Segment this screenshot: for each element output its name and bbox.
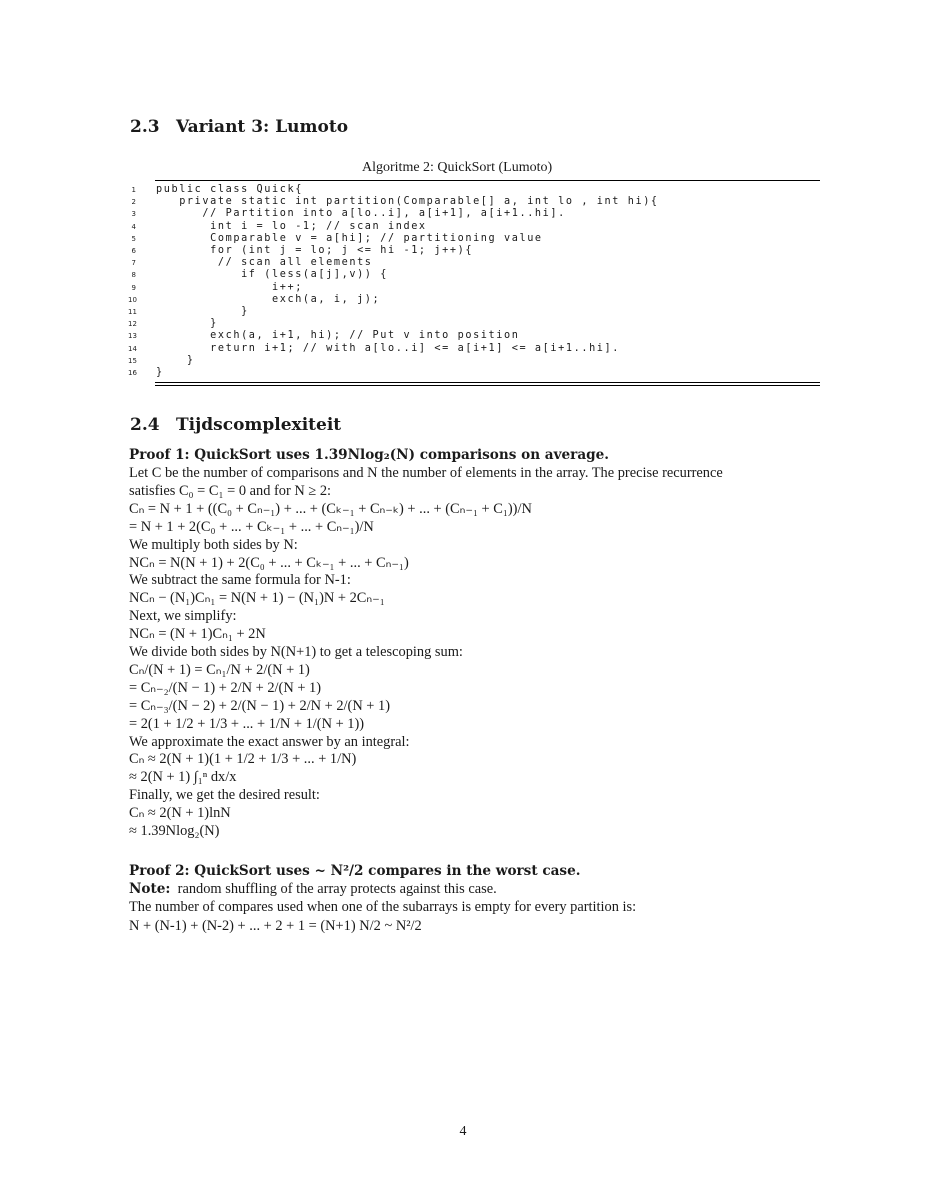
proof1-line: We multiply both sides by N: (129, 536, 298, 553)
proof1-line: Cₙ = N + 1 + ((C₀ + Cₙ₋₁) + ... + (Cₖ₋₁ + Cₙ₋ₖ) + ... + (Cₙ₋₁ + C₁))/N (129, 500, 532, 517)
note-text: random shuffling of the array protects against this case. (177, 881, 497, 897)
line-number: 14 (128, 344, 137, 353)
proof2-note (129, 880, 497, 898)
code-line: for (int j = lo; j <= hi -1; j++){ (156, 245, 474, 256)
proof1-line: = N + 1 + 2(C₀ + ... + Cₖ₋₁ + ... + Cₙ₋₁)/N (129, 518, 374, 535)
line-number: 10 (128, 295, 137, 304)
proof1-line: = Cₙ₋₃/(N − 2) + 2/(N − 1) + 2/N + 2/(N + 1) (129, 697, 391, 714)
proof2-heading: Proof 2: QuickSort uses ~ N²/2 compares in the worst case. (129, 863, 581, 879)
proof1-heading: Proof 1: QuickSort uses 1.39Nlog₂(N) comparisons on average. (129, 447, 610, 463)
algorithm-caption: Algoritme 2: QuickSort (Lumoto) (362, 160, 553, 175)
line-number: 5 (131, 234, 136, 243)
section-heading-2-3 (130, 117, 348, 137)
algorithm-bottom-rule-2 (155, 385, 820, 386)
proof1-line: NCₙ = N(N + 1) + 2(C₀ + ... + Cₖ₋₁ + ... + Cₙ₋₁) (129, 554, 409, 571)
proof1-line: We approximate the exact answer by an integral: (129, 733, 410, 750)
code-line: int i = lo -1; // scan index (156, 220, 427, 232)
line-number: 6 (131, 247, 136, 255)
line-number: 16 (128, 369, 137, 377)
line-number: 11 (128, 308, 137, 316)
code-line: } (156, 354, 195, 366)
line-number: 15 (128, 356, 137, 365)
section-number: 2.4 (130, 415, 160, 435)
line-number: 8 (131, 271, 136, 280)
line-number: 12 (128, 320, 137, 329)
code-line: public class Quick{ (156, 184, 303, 195)
proof2-line: The number of compares used when one of the subarrays is empty for every partition is: (129, 899, 637, 915)
algorithm-top-rule (155, 180, 820, 181)
section-title: Tijdscomplexiteit (176, 415, 342, 435)
code-line: } (156, 306, 249, 317)
proof1-line: Cₙ ≈ 2(N + 1)(1 + 1/2 + 1/3 + ... + 1/N) (129, 751, 357, 768)
code-line: Comparable v = a[hi]; // partitioning value (156, 232, 543, 244)
proof1-line: ≈ 1.39Nlog₂(N) (129, 823, 220, 839)
code-line: if (less(a[j],v)) { (156, 269, 389, 281)
code-line: // Partition into a[lo..i], a[i+1], a[i+1..hi]. (156, 208, 566, 220)
code-line: // scan all elements (156, 257, 373, 269)
proof1-line: Let C be the number of comparisons and N the number of elements in the array. The precise recurrence (129, 465, 723, 481)
line-number: 2 (131, 198, 136, 207)
section-heading-2-4 (130, 415, 341, 435)
note-label: Note: (129, 881, 171, 897)
proof2-line: N + (N-1) + (N-2) + ... + 2 + 1 = (N+1) N/2 ~ N²/2 (129, 917, 422, 934)
proof1-line: Finally, we get the desired result: (129, 787, 320, 804)
code-line: return i+1; // with a[lo..i] <= a[i+1] <= a[i+1..hi]. (156, 342, 621, 354)
code-line: i++; (156, 281, 303, 293)
proof1-line: Cₙ/(N + 1) = Cₙ₁/N + 2/(N + 1) (129, 661, 310, 678)
proof1-line: NCₙ − (N₁)Cₙ₁ = N(N + 1) − (N₁)N + 2Cₙ₋₁ (129, 590, 385, 607)
code-listing (128, 184, 828, 380)
line-number: 9 (131, 283, 136, 292)
line-number: 1 (131, 186, 136, 194)
code-line: exch(a, i, j); (156, 293, 381, 305)
line-number: 13 (128, 332, 137, 341)
section-title: Variant 3: Lumoto (176, 117, 349, 137)
line-number: 4 (131, 222, 136, 231)
proof1-line: satisfies C₀ = C₁ = 0 and for N ≥ 2: (129, 482, 332, 499)
proof1-line: We subtract the same formula for N-1: (129, 572, 351, 589)
proof1-line: NCₙ = (N + 1)Cₙ₁ + 2N (129, 626, 266, 643)
line-number: 7 (131, 259, 136, 268)
proof1-line: = 2(1 + 1/2 + 1/3 + ... + 1/N + 1/(N + 1)) (129, 715, 365, 732)
algorithm-bottom-rule (155, 382, 820, 383)
code-line: exch(a, i+1, hi); // Put v into position (156, 330, 520, 342)
line-number: 3 (131, 210, 136, 219)
proof1-line: Next, we simplify: (129, 608, 237, 625)
page-number: 4 (459, 1124, 467, 1139)
code-line: } (156, 367, 164, 378)
proof1-line: We divide both sides by N(N+1) to get a telescoping sum: (129, 644, 463, 660)
proof1-line: Cₙ ≈ 2(N + 1)lnN (129, 805, 231, 822)
proof1-line: ≈ 2(N + 1) ∫₁ⁿ dx/x (129, 769, 237, 786)
code-line: private static int partition(Comparable[] a, int lo , int hi){ (156, 196, 659, 208)
code-line: } (156, 318, 218, 330)
section-number: 2.3 (130, 117, 160, 137)
proof1-line: = Cₙ₋₂/(N − 1) + 2/N + 2/(N + 1) (129, 679, 322, 696)
